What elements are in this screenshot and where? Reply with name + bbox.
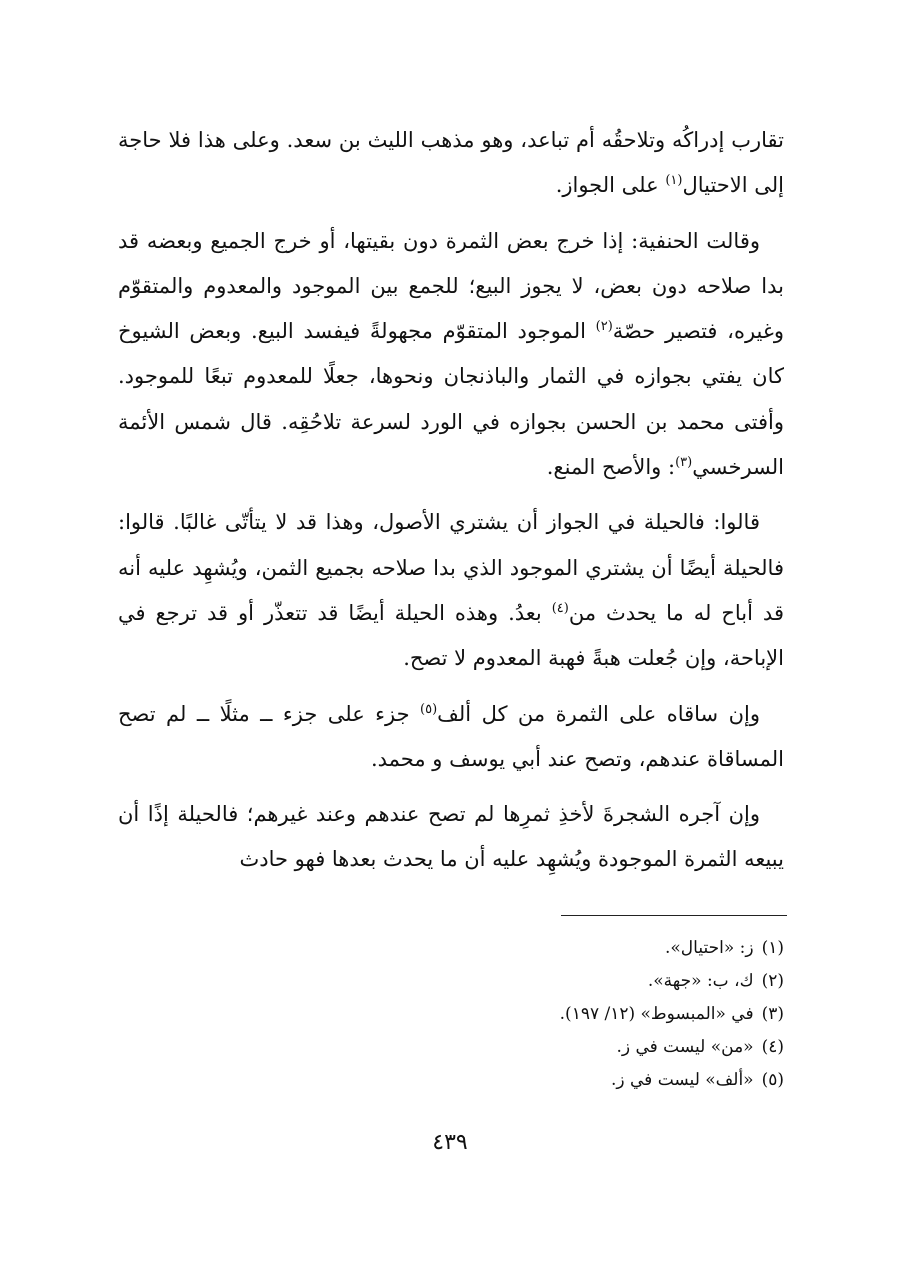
paragraph-text: جزء على جزء ــ مثلًا ــ لم تصح المساقاة عندهم، وتصح عند أبي يوسف و محمد. <box>118 701 784 771</box>
footnote-ref[interactable]: (٢) <box>595 319 613 335</box>
paragraph-text: وقالت الحنفية: إذا خرج بعض الثمرة دون بقيتها، أو خرج الجميع وبعضه قد بدا صلاحه دون بعض، لا يجوز البيع؛ للجمع بين الموجود والمعدوم والمتقوّم وغيره، فتصير حصّة <box>118 228 784 344</box>
footnote-text: ز: «احتيال». <box>665 938 754 958</box>
paragraph-5 <box>118 792 784 883</box>
footnote-5 <box>118 1064 784 1097</box>
paragraph-text: وإن آجره الشجرةَ لأخذِ ثمرِها لم تصح عندهم وعند غيرهم؛ فالحيلة إذًا أن يبيعه الثمرة الموجودة ويُشهِد عليه أن ما يحدث بعدها فهو حادث <box>118 802 784 872</box>
footnote-number: (٣) <box>761 1004 784 1024</box>
paragraph-text: على الجواز. <box>555 173 666 198</box>
footnote-number: (٥) <box>761 1070 784 1090</box>
footnote-ref[interactable]: (١) <box>665 173 683 189</box>
footnote-text: في «المبسوط» (١٢/ ١٩٧). <box>559 1004 754 1024</box>
footnote-2 <box>118 965 784 998</box>
footnote-number: (٢) <box>761 971 784 991</box>
footnote-ref[interactable]: (٥) <box>420 701 438 717</box>
footnote-ref[interactable]: (٣) <box>675 455 693 471</box>
footnote-text: «ألف» ليست في ز. <box>610 1070 754 1090</box>
footnote-4 <box>118 1031 784 1064</box>
footnote-text: ك، ب: «جهة». <box>647 971 754 991</box>
footnote-number: (٤) <box>761 1037 784 1057</box>
paragraph-text: : والأصح المنع. <box>546 455 676 480</box>
footnote-text: «من» ليست في ز. <box>616 1037 754 1057</box>
page-number: ٤٣٩ <box>432 1130 468 1155</box>
footnote-1 <box>118 932 784 965</box>
paragraph-1 <box>118 118 784 209</box>
paragraph-3 <box>118 500 784 681</box>
paragraph-4 <box>118 692 784 783</box>
footnote-separator <box>561 915 787 916</box>
main-text <box>118 118 784 893</box>
footnote-ref[interactable]: (٤) <box>551 600 569 616</box>
paragraph-2 <box>118 219 784 491</box>
footnote-3 <box>118 998 784 1031</box>
paragraph-text: وإن ساقاه على الثمرة من كل ألف <box>437 701 760 726</box>
paragraph-text: بعدُ. وهذه الحيلة أيضًا قد تتعذّر أو قد ترجع في الإباحة، وإن جُعلت هبةً فهبة المعدوم لا تصح. <box>118 600 784 671</box>
paragraph-text: تقارب إدراكُه وتلاحقُه أم تباعد، وهو مذهب الليث بن سعد. وعلى هذا فلا حاجة إلى الاحتيال <box>118 128 784 198</box>
paragraph-text: الموجود المتقوّم مجهولةً فيفسد البيع. وبعض الشيوخ كان يفتي بجوازه في الثمار والباذنجان ونحوها، جعلًا للمعدوم تبعًا للموجود. وأفتى محمد بن الحسن بجوازه في الورد لسرعة تلاحُقِه. قال شمس الأئمة السرخسي <box>118 319 784 480</box>
footnote-number: (١) <box>761 938 784 958</box>
paragraph-text: قالوا: فالحيلة في الجواز أن يشتري الأصول، وهذا قد لا يتأتّى غالبًا. قالوا: فالحيلة أيضًا أن يشتري الموجود الذي بدا صلاحه بجميع الثمن، ويُشهِد عليه أنه قد أباح له ما يحدث من <box>118 510 784 625</box>
footnotes <box>118 932 784 1097</box>
